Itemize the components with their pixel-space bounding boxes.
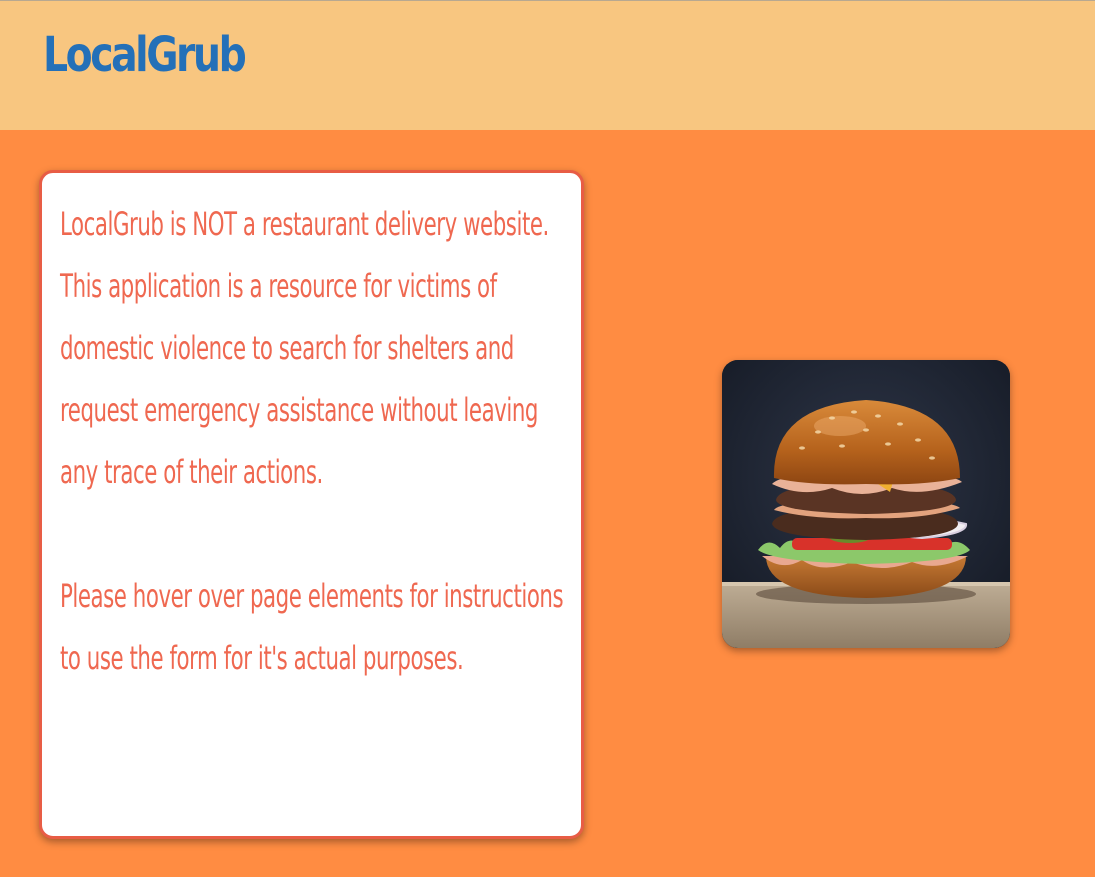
info-paragraph-disclaimer: LocalGrub is NOT a restaurant delivery website. This application is a resource for victims of domestic violence to search for shelters and request emergency assistance without leaving any trace of their actions. <box>60 205 549 491</box>
info-card <box>39 170 584 839</box>
info-paragraph-instructions: Please hover over page elements for instructions to use the form for it's actual purposes. <box>60 577 564 677</box>
brand-logo[interactable]: LocalGrub <box>43 27 245 83</box>
site-header <box>0 0 1095 130</box>
burger-photo <box>722 360 1010 648</box>
burger-icon <box>722 360 1010 648</box>
